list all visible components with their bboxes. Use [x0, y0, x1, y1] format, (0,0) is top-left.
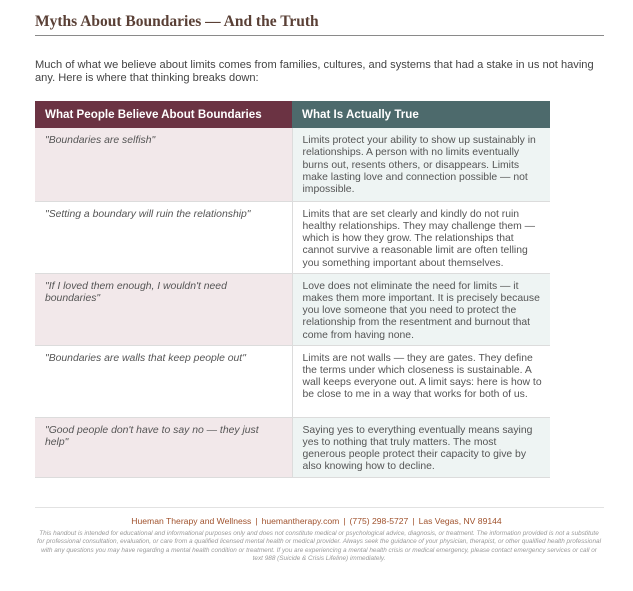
- truth-cell: Limits protect your ability to show up sustainably in relationships. A person with no limits eventually burns out, resents others, or disappears. Limits make lasting love and connection possible — not impossible.: [292, 128, 550, 201]
- location: Las Vegas, NV 89144: [418, 516, 502, 526]
- myth-cell: "If I loved them enough, I wouldn't need boundaries": [35, 273, 292, 345]
- myths-table: [35, 101, 550, 478]
- table-header-row: [35, 101, 550, 128]
- table-row: [35, 201, 550, 273]
- header-myth: What People Believe About Boundaries: [35, 101, 292, 128]
- page-title: Myths About Boundaries — And the Truth: [35, 13, 319, 30]
- intro-paragraph: Much of what we believe about limits comes from families, cultures, and systems that had a stake in us not having any. Here is where that thinking breaks down:: [35, 59, 594, 84]
- myth-cell: "Boundaries are selfish": [35, 128, 292, 201]
- myth-cell: "Boundaries are walls that keep people out": [35, 345, 292, 417]
- truth-cell: Love does not eliminate the need for limits — it makes them more important. It is precisely because you love someone that you need to protect the relationship from the resentment and burnout that come from having none.: [292, 273, 550, 345]
- myth-cell: "Good people don't have to say no — they just help": [35, 417, 292, 477]
- footer-disclaimer: This handout is intended for educational and informational purposes only and does not constitute medical or psychological advice, diagnosis, or treatment. The information provided is not a substitute for professional consultation, evaluation, or care from a qualified licensed mental health or medical provider. Always seek the guidance of your physician, therapist, or other qualified health professional with any questions you may have regarding a mental health condition or treatment. If you are experiencing a mental health crisis or medical emergency, please contact emergency services or call or text 988 (Suicide & Crisis Lifeline) immediately.: [37, 530, 601, 562]
- website-link[interactable]: huemantherapy.com: [261, 516, 340, 526]
- table-row: [35, 128, 550, 201]
- separator: |: [343, 516, 346, 526]
- practice-name: Hueman Therapy and Wellness: [131, 516, 252, 526]
- title-divider: [35, 35, 604, 36]
- truth-cell: Limits are not walls — they are gates. They define the terms under which closeness is sustainable. A wall keeps everyone out. A limit says: here is how to be close to me in a way that works for both of us.: [292, 345, 550, 417]
- footer-contact: [0, 516, 633, 526]
- truth-cell: Limits that are set clearly and kindly do not ruin healthy relationships. They may challenge them — which is how they grow. The relationships that cannot survive a reasonable limit are often telling you something important about themselves.: [292, 201, 550, 273]
- footer-divider: [35, 507, 604, 508]
- header-truth: What Is Actually True: [292, 101, 550, 128]
- truth-cell: Saying yes to everything eventually means saying yes to nothing that truly matters. The most generous people protect their capacity to give by also knowing how to decline.: [292, 417, 550, 477]
- separator: |: [255, 516, 258, 526]
- table-row: [35, 273, 550, 345]
- table-row: [35, 417, 550, 477]
- phone-number[interactable]: (775) 298-5727: [349, 516, 409, 526]
- separator: |: [412, 516, 415, 526]
- table-row: [35, 345, 550, 417]
- myth-cell: "Setting a boundary will ruin the relationship": [35, 201, 292, 273]
